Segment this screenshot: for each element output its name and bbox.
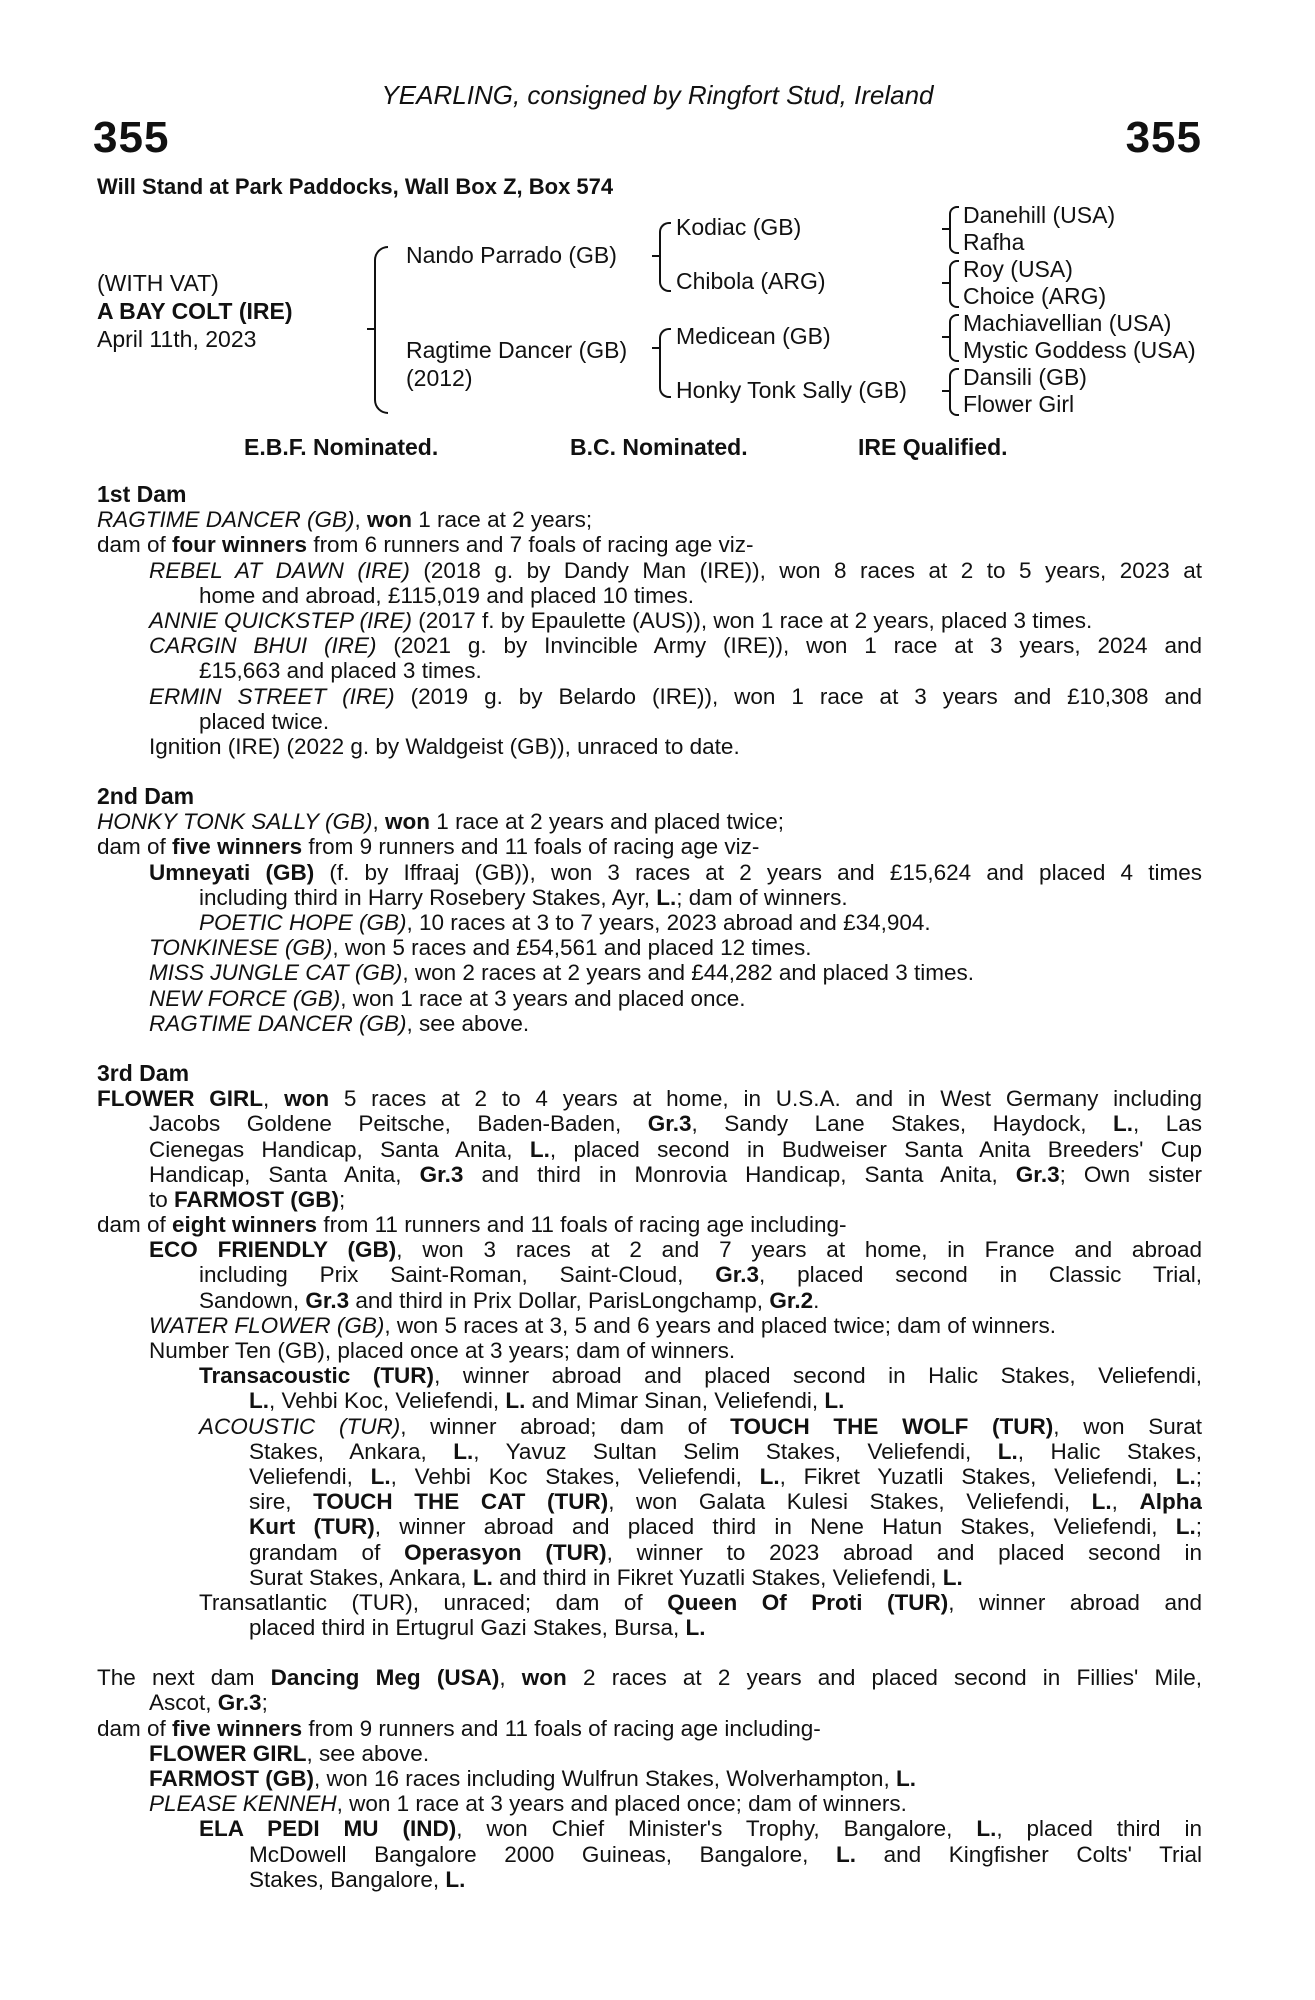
text-line (97, 1388, 1202, 1413)
text: dam of (97, 1212, 173, 1238)
text: (2018 g. by Dandy Man (IRE)), won 8 races at 2 to 5 years, 2023 at (409, 557, 1202, 583)
grade: Gr.3 (647, 1111, 692, 1137)
text: Veliefendi, (249, 1463, 371, 1489)
text: dam of (97, 834, 173, 860)
text-line (97, 1489, 1202, 1514)
grade: L. (1175, 1514, 1196, 1540)
horse-name: RAGTIME DANCER (GB) (149, 1010, 407, 1036)
text: , Yavuz Sultan Selim Stakes, Veliefendi, (473, 1438, 998, 1464)
text: , 10 races at 3 to 7 years, 2023 abroad and £34,904. (406, 910, 931, 935)
text: , won 5 races and £54,561 and placed 12 times. (332, 935, 812, 961)
text-line: £15,663 and placed 3 times. (199, 658, 482, 684)
emphasis: eight winners (172, 1212, 318, 1238)
text: to (149, 1186, 175, 1212)
horse-name: TONKINESE (GB) (149, 935, 333, 961)
text: ; Own sister (1059, 1161, 1202, 1187)
sire: Nando Parrado (GB) (406, 242, 617, 268)
horse-name: Kurt (TUR) (249, 1514, 375, 1540)
grade: L. (529, 1136, 550, 1162)
grade: Gr.3 (715, 1262, 759, 1288)
text: from 9 runners and 11 foals of racing age including- (302, 1715, 821, 1741)
catalogue-body (97, 482, 1202, 1892)
g-danehill: Danehill (USA) (963, 202, 1116, 228)
emphasis: won (367, 507, 413, 533)
text: , Fikret Yuzatli Stakes, Veliefendi, (779, 1463, 1176, 1489)
emphasis: four winners (172, 532, 308, 558)
text: , winner abroad and placed third in Nene Hatun Stakes, Veliefendi, (374, 1514, 1176, 1540)
text: , winner abroad and (948, 1589, 1202, 1615)
text-line (97, 1137, 1202, 1162)
text-line (97, 834, 1202, 859)
foaling-date: April 11th, 2023 (97, 326, 257, 352)
text-line (97, 1212, 1202, 1237)
text-line (97, 1086, 1202, 1111)
pedigree-brace-g4 (949, 368, 959, 416)
grade: Gr.3 (1015, 1161, 1060, 1187)
text: dam of (97, 1715, 173, 1741)
text: , won Galata Kulesi Stakes, Veliefendi, (608, 1489, 1092, 1515)
text: ; (1195, 1514, 1202, 1540)
text: including Prix Saint-Roman, Saint-Cloud, (199, 1262, 716, 1288)
text: The next dam (97, 1665, 271, 1691)
g-mystic-goddess: Mystic Goddess (USA) (963, 337, 1196, 363)
emphasis: L. (656, 884, 677, 910)
text: , winner abroad; dam of (400, 1413, 731, 1439)
horse-name: CARGIN BHUI (IRE) (149, 633, 377, 659)
text-line (97, 1313, 1202, 1338)
section-heading-3rd-dam: 3rd Dam (97, 1060, 190, 1086)
text-line (97, 1288, 1202, 1313)
text-line (97, 1766, 1202, 1791)
text: , (1111, 1489, 1140, 1515)
text: , Vehbi Koc Stakes, Veliefendi, (390, 1463, 760, 1489)
text: 1 race at 2 years; (412, 507, 593, 533)
text: ; (261, 1690, 268, 1716)
grade: L. (1112, 1111, 1133, 1137)
grade: Gr.3 (217, 1690, 262, 1716)
horse-name: TOUCH THE WOLF (TUR) (730, 1413, 1054, 1439)
text: , won 1 race at 3 years and placed once; dam of winners. (336, 1791, 907, 1817)
text: Surat Stakes, Ankara, (249, 1564, 473, 1590)
text: , see above. (406, 1010, 530, 1036)
text: and third in Monrovia Handicap, Santa Anita, (463, 1161, 1016, 1187)
text: , placed second in Classic Trial, (759, 1262, 1202, 1288)
text: ; (1195, 1463, 1202, 1489)
text-line: Ignition (IRE) (2022 g. by Waldgeist (GB)), unraced to date. (149, 733, 740, 759)
text: , Las (1132, 1111, 1202, 1137)
text-line: home and abroad, £115,019 and placed 10 times. (199, 582, 694, 608)
text: Transatlantic (TUR), unraced; dam of (199, 1589, 668, 1615)
pedigree-brace-g1 (949, 206, 959, 254)
grade: L. (505, 1388, 526, 1414)
text-line (97, 960, 1202, 985)
text-line (97, 1540, 1202, 1565)
horse-name: ECO FRIENDLY (GB) (149, 1237, 397, 1263)
grade: L. (1091, 1489, 1112, 1515)
text-line (97, 1816, 1202, 1841)
text: (2021 g. by Invincible Army (IRE)), won 1 race at 3 years, 2024 and (376, 633, 1202, 659)
text: , (372, 809, 386, 835)
text: , won 16 races including Wulfrun Stakes, Wolverhampton, (313, 1766, 896, 1791)
text: Stakes, Bangalore, (249, 1866, 446, 1892)
text-line (97, 532, 1202, 557)
g-flower-girl: Flower Girl (963, 391, 1075, 417)
section-heading-1st-dam: 1st Dam (97, 482, 187, 507)
text-line (97, 1791, 1202, 1816)
text-line (97, 633, 1202, 658)
horse-name: POETIC HOPE (GB) (199, 910, 407, 935)
text: , won Surat (1053, 1413, 1202, 1439)
text: ; dam of winners. (676, 884, 848, 910)
horse-name: FARMOST (GB) (174, 1186, 340, 1212)
emphasis: won (521, 1665, 567, 1691)
text: Ascot, (149, 1690, 218, 1716)
text: dam of (97, 532, 173, 558)
text: , (354, 507, 368, 533)
horse-name: WATER FLOWER (GB) (149, 1312, 385, 1338)
grade: Gr.2 (769, 1287, 814, 1313)
text: , Halic Stakes, (1017, 1438, 1202, 1464)
horse-name: FARMOST (GB) (149, 1766, 314, 1791)
text: , (499, 1665, 522, 1691)
text: Handicap, Santa Anita, (149, 1161, 420, 1187)
text-line (97, 809, 1202, 834)
grade: L. (824, 1388, 845, 1414)
text-line (97, 1187, 1202, 1212)
text: sire, (249, 1489, 314, 1515)
text: , won 2 races at 2 years and £44,282 and placed 3 times. (402, 960, 974, 986)
bc-nominated: B.C. Nominated. (570, 434, 748, 460)
sire-sire: Kodiac (GB) (676, 214, 802, 240)
dam-sire: Medicean (GB) (676, 323, 831, 349)
text: (2017 f. by Epaulette (AUS)), won 1 race at 2 years, placed 3 times. (411, 607, 1093, 633)
horse-name: PLEASE KENNEH (149, 1791, 337, 1817)
text: , see above. (306, 1740, 430, 1766)
horse-name: Umneyati (GB) (149, 859, 315, 885)
sire-dam: Chibola (ARG) (676, 268, 826, 294)
grade: Gr.3 (419, 1161, 464, 1187)
grade: L. (759, 1463, 780, 1489)
text-line (97, 860, 1202, 885)
text: , placed second in Budweiser Santa Anita Breeders' Cup (549, 1136, 1202, 1162)
text: grandam of (249, 1539, 405, 1565)
ebf-nominated: E.B.F. Nominated. (244, 434, 439, 460)
text-line (97, 1439, 1202, 1464)
ire-qualified: IRE Qualified. (858, 434, 1008, 460)
horse-name: TOUCH THE CAT (TUR) (313, 1489, 609, 1515)
text: , won Chief Minister's Trophy, Bangalore, (456, 1816, 977, 1842)
emphasis: five winners (172, 834, 303, 860)
text: , (263, 1086, 285, 1112)
horse-name: HONKY TONK SALLY (GB) (97, 809, 373, 835)
g-machiavellian: Machiavellian (USA) (963, 310, 1172, 336)
text: McDowell Bangalore 2000 Guineas, Bangalore, (249, 1841, 836, 1867)
emphasis: won (284, 1086, 330, 1112)
text: , winner to 2023 abroad and placed second in (606, 1539, 1202, 1565)
horse-name: FLOWER GIRL (149, 1740, 307, 1766)
text-line (97, 1162, 1202, 1187)
text: from 6 runners and 7 foals of racing age viz- (307, 532, 754, 558)
text-line (97, 1011, 1202, 1036)
text-line: Number Ten (GB), placed once at 3 years; dam of winners. (149, 1338, 736, 1363)
pedigree-brace-dam (659, 328, 671, 398)
horse-name: ERMIN STREET (IRE) (149, 683, 395, 709)
text: Sandown, (199, 1287, 306, 1313)
text-line (97, 1741, 1202, 1766)
g-choice: Choice (ARG) (963, 283, 1107, 309)
grade: L. (895, 1766, 916, 1791)
text: and third in Prix Dollar, ParisLongchamp, (349, 1287, 770, 1313)
text-line (97, 885, 1202, 910)
emphasis: five winners (172, 1715, 303, 1741)
text: , placed third in (996, 1816, 1202, 1842)
text: from 9 runners and 11 foals of racing age viz- (302, 834, 760, 860)
text: 5 races at 2 to 4 years at home, in U.S.A. and in West Germany including (329, 1086, 1202, 1112)
text-line (97, 1867, 1202, 1892)
horse-name: Operasyon (TUR) (404, 1539, 607, 1565)
text: Stakes, Ankara, (249, 1438, 454, 1464)
text: (f. by Iffraaj (GB)), won 3 races at 2 years and £15,624 and placed 4 times (314, 859, 1202, 885)
text-line (97, 1590, 1202, 1615)
horse-name: Dancing Meg (USA) (270, 1665, 500, 1691)
grade: L. (997, 1438, 1018, 1464)
pedigree-brace-g3 (949, 314, 959, 362)
pedigree-brace-sire (659, 222, 671, 292)
text-line (97, 507, 1202, 532)
text-line (97, 910, 1202, 935)
text: , won 3 races at 2 and 7 years at home, in France and abroad (396, 1237, 1202, 1263)
text-line (97, 558, 1202, 583)
text: Cienegas Handicap, Santa Anita, (149, 1136, 530, 1162)
dam-dam: Honky Tonk Sally (GB) (676, 377, 907, 403)
horse-name: REBEL AT DAWN (IRE) (149, 557, 410, 583)
grade: L. (942, 1564, 963, 1590)
text-line (97, 684, 1202, 709)
emphasis: won (385, 809, 431, 835)
dam: Ragtime Dancer (GB) (406, 337, 628, 363)
text-line (97, 1842, 1202, 1867)
text-line (97, 935, 1202, 960)
text-line (97, 1716, 1202, 1741)
lot-number-left: 355 (93, 113, 170, 162)
text: 2 races at 2 years and placed second in Fillies' Mile, (566, 1665, 1202, 1691)
text-line (97, 1665, 1202, 1690)
text-line (97, 1514, 1202, 1539)
text: , won 5 races at 3, 5 and 6 years and placed twice; dam of winners. (384, 1312, 1057, 1338)
text-line (97, 1363, 1202, 1388)
grade: L. (1175, 1463, 1196, 1489)
text: Jacobs Goldene Peitsche, Baden-Baden, (149, 1111, 648, 1137)
lot-number-right: 355 (1125, 113, 1202, 162)
text-line (97, 1464, 1202, 1489)
horse-name: ACOUSTIC (TUR) (199, 1413, 401, 1439)
section-heading-2nd-dam: 2nd Dam (97, 784, 195, 810)
grade: L. (453, 1438, 474, 1464)
text: and Kingfisher Colts' Trial (855, 1841, 1202, 1867)
grade: L. (835, 1841, 856, 1867)
text: , won 1 race at 3 years and placed once. (340, 985, 746, 1011)
horse-name: NEW FORCE (GB) (149, 985, 341, 1011)
text-line: placed twice. (199, 708, 330, 734)
text: and Mimar Sinan, Veliefendi, (525, 1388, 825, 1414)
grade: L. (249, 1388, 269, 1414)
g-rafha: Rafha (963, 229, 1025, 255)
text-line (97, 1262, 1202, 1287)
text: 1 race at 2 years and placed twice; (430, 809, 784, 835)
grade: Gr.3 (305, 1287, 350, 1313)
horse-name: MISS JUNGLE CAT (GB) (149, 960, 403, 986)
horse-name: RAGTIME DANCER (GB) (97, 507, 355, 533)
text-line (97, 1690, 1202, 1715)
vat-note: (WITH VAT) (97, 270, 219, 296)
text: and third in Fikret Yuzatli Stakes, Veliefendi, (492, 1564, 943, 1590)
pedigree-brace-main (374, 246, 388, 414)
g-roy: Roy (USA) (963, 256, 1073, 282)
text: . (813, 1287, 820, 1313)
stand-location: Will Stand at Park Paddocks, Wall Box Z, Box 574 (97, 174, 614, 199)
text-line (97, 1414, 1202, 1439)
text: , Vehbi Koc, Veliefendi, (269, 1388, 506, 1414)
dam-year: (2012) (406, 365, 473, 391)
horse-name: ANNIE QUICKSTEP (IRE) (149, 607, 412, 633)
text-line (97, 1111, 1202, 1136)
horse-name: Transacoustic (TUR) (199, 1363, 435, 1389)
text: (2019 g. by Belardo (IRE)), won 1 race at 3 years and £10,308 and (394, 683, 1202, 709)
text: including third in Harry Rosebery Stakes, Ayr, (199, 884, 657, 910)
grade: L. (685, 1615, 706, 1641)
grade: L. (472, 1564, 493, 1590)
lot-subject-name: A BAY COLT (IRE) (97, 298, 293, 324)
text: , winner abroad and placed second in Halic Stakes, Veliefendi, (434, 1363, 1202, 1389)
text-line (97, 986, 1202, 1011)
text-line (97, 608, 1202, 633)
horse-name: ELA PEDI MU (IND) (199, 1816, 457, 1842)
text: from 11 runners and 11 foals of racing age including- (317, 1212, 847, 1238)
pedigree-brace-g2 (949, 260, 959, 308)
grade: L. (445, 1866, 466, 1892)
g-dansili: Dansili (GB) (963, 364, 1087, 390)
horse-name: FLOWER GIRL (97, 1086, 264, 1112)
text: , Sandy Lane Stakes, Haydock, (691, 1111, 1113, 1137)
text: placed third in Ertugrul Gazi Stakes, Bursa, (249, 1615, 686, 1641)
horse-name: Queen Of Proti (TUR) (667, 1589, 949, 1615)
grade: L. (976, 1816, 997, 1842)
horse-name: Alpha (1139, 1489, 1202, 1515)
grade: L. (370, 1463, 391, 1489)
text: ; (339, 1186, 346, 1212)
text-line (97, 1615, 1202, 1640)
consignment-header: YEARLING, consigned by Ringfort Stud, Ireland (381, 80, 934, 110)
text-line (97, 1565, 1202, 1590)
text-line (97, 1237, 1202, 1262)
